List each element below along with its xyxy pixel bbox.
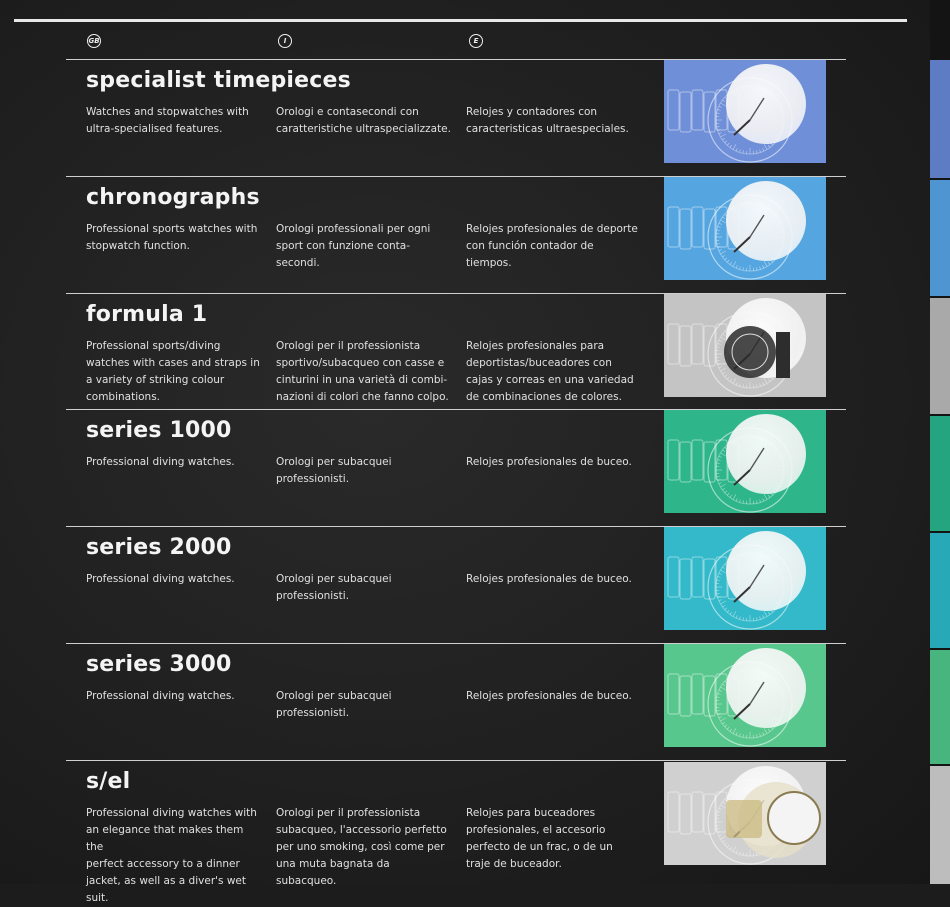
language-badge-it: I	[278, 34, 292, 48]
description-es: Relojes profesionales de buceo.	[466, 454, 644, 471]
section-formula-1	[66, 293, 846, 410]
edge-tabs	[930, 0, 950, 884]
description-gb: Professional diving watches with an elegance that makes them the perfect accessory to a dinner jacket, as well as a diver's wet suit.	[86, 805, 262, 907]
description-gb: Professional sports watches with stopwatch function.	[86, 221, 262, 255]
top-rule	[14, 19, 907, 22]
description-es: Relojes y contadores con caracteristicas ultraespeciales.	[466, 104, 644, 138]
edge-tab	[930, 60, 950, 178]
description-gb: Watches and stopwatches with ultra-specialised features.	[86, 104, 262, 138]
description-it: Orologi professionali per ogni sport con funzione conta- secondi.	[276, 221, 452, 272]
edge-tab	[930, 298, 950, 414]
description-it: Orologi per subacquei professionisti.	[276, 571, 452, 605]
description-it: Orologi per subacquei professionisti.	[276, 454, 452, 488]
formula1-watch-image	[664, 294, 826, 397]
section-series-3000	[66, 643, 846, 761]
section-title: chronographs	[86, 185, 260, 210]
diving-watch-image	[664, 644, 826, 747]
description-gb: Professional diving watches.	[86, 454, 262, 471]
edge-tab	[930, 533, 950, 648]
section-title: series 2000	[86, 535, 232, 560]
diving-watch-image	[664, 527, 826, 630]
language-badge-es: E	[469, 34, 483, 48]
description-gb: Professional sports/diving watches with cases and straps in a variety of striking colour combinations.	[86, 338, 262, 406]
section-title: formula 1	[86, 302, 207, 327]
section-title: specialist timepieces	[86, 68, 351, 93]
edge-tab	[930, 650, 950, 764]
section-title: series 3000	[86, 652, 232, 677]
description-it: Orologi per subacquei professionisti.	[276, 688, 452, 722]
chronograph-watch-image	[664, 60, 826, 163]
description-es: Relojes profesionales de deporte con función contador de tiempos.	[466, 221, 644, 272]
description-it: Orologi e contasecondi con caratteristiche ultraspecializzate.	[276, 104, 452, 138]
edge-tab	[930, 180, 950, 296]
description-gb: Professional diving watches.	[86, 571, 262, 588]
description-es: Relojes para buceadores profesionales, el accesorio perfecto de un frac, o de un traje de buceador.	[466, 805, 644, 873]
section-s-el	[66, 760, 846, 885]
section-series-1000	[66, 409, 846, 527]
description-es: Relojes profesionales de buceo.	[466, 688, 644, 705]
section-series-2000	[66, 526, 846, 644]
section-chronographs	[66, 176, 846, 294]
language-badge-gb: GB	[87, 34, 101, 48]
description-es: Relojes profesionales de buceo.	[466, 571, 644, 588]
description-gb: Professional diving watches.	[86, 688, 262, 705]
edge-tab	[930, 416, 950, 531]
edge-tab	[930, 766, 950, 884]
description-es: Relojes profesionales para deportistas/buceadores con cajas y correas en una variedad de combinaciones de colores.	[466, 338, 644, 406]
description-it: Orologi per il professionista sportivo/subacqueo con casse e cinturini in una varietà di combi- nazioni di colori che fanno colpo.	[276, 338, 452, 406]
description-it: Orologi per il professionista subacqueo, l'accessorio perfetto per uno smoking, così come per una muta bagnata da subacqueo.	[276, 805, 452, 890]
section-title: series 1000	[86, 418, 232, 443]
section-specialist-timepieces	[66, 59, 846, 177]
chronograph-watch-image	[664, 177, 826, 280]
diving-watch-image	[664, 410, 826, 513]
sel-watch-image	[664, 762, 826, 865]
section-title: s/el	[86, 769, 130, 794]
